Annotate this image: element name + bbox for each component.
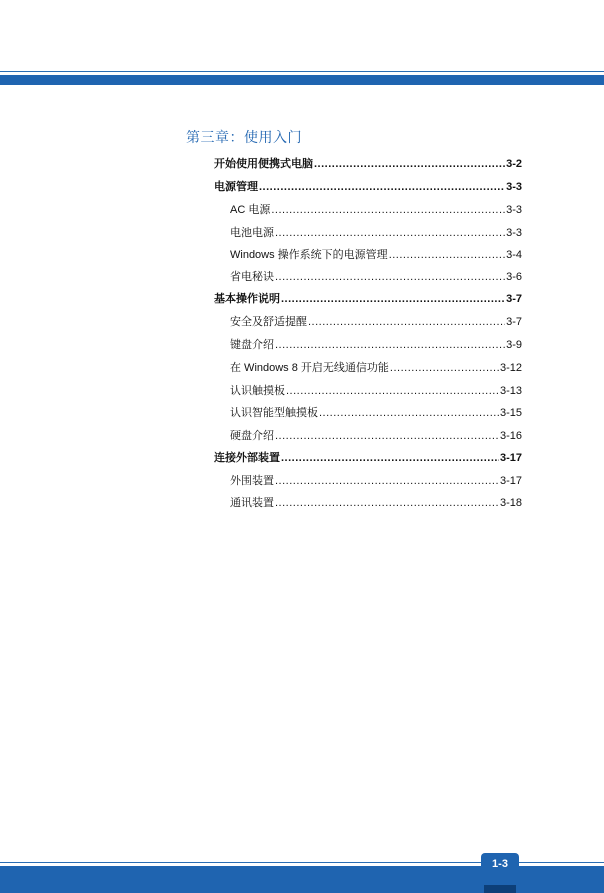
toc-leader-dots	[275, 338, 505, 352]
toc-leader-dots	[275, 474, 499, 488]
toc-entry-page: 3-4	[506, 249, 522, 261]
toc-entry[interactable]	[230, 248, 522, 262]
toc-entry-page: 3-12	[499, 362, 522, 374]
toc-entry-page: 3-7	[506, 316, 522, 328]
toc-entry[interactable]	[230, 361, 522, 375]
toc-entry[interactable]	[214, 451, 522, 465]
toc-entry-label: 省电秘诀	[230, 271, 274, 283]
toc-leader-dots	[319, 406, 499, 420]
header-bar	[0, 75, 604, 85]
toc-leader-dots	[390, 361, 499, 375]
toc-entry[interactable]	[230, 315, 522, 329]
toc-entry-label: 在 Windows 8 开启无线通信功能	[230, 362, 389, 374]
toc-entry[interactable]	[230, 384, 522, 398]
toc-entry-page: 3-15	[499, 407, 522, 419]
toc-entry-page: 3-17	[499, 452, 522, 464]
toc-entry-label: 认识触摸板	[230, 385, 285, 397]
toc-entry-page: 3-9	[506, 339, 522, 351]
toc-leader-dots	[259, 180, 505, 194]
toc-entry[interactable]	[230, 406, 522, 420]
page-tab-accent	[484, 885, 516, 893]
toc-leader-dots	[281, 451, 499, 465]
toc-entry-label: 基本操作说明	[214, 293, 280, 305]
toc-entry-label: 硬盘介绍	[230, 430, 274, 442]
toc-entry-page: 3-16	[499, 430, 522, 442]
toc-entry-label: 安全及舒适提醒	[230, 316, 307, 328]
toc-entry-label: 电源管理	[214, 181, 258, 193]
toc-entry[interactable]	[230, 226, 522, 240]
toc-entry[interactable]	[230, 496, 522, 510]
toc-entry-label: 电池电源	[230, 227, 274, 239]
toc-entry-page: 3-17	[499, 475, 522, 487]
toc-entry-label: 开始使用便携式电脑	[214, 158, 313, 170]
toc-entry[interactable]	[230, 203, 522, 217]
toc-entry[interactable]	[230, 474, 522, 488]
toc-leader-dots	[275, 496, 499, 510]
toc-entry-label: AC 电源	[230, 204, 271, 216]
toc-entry-page: 3-13	[499, 385, 522, 397]
toc-leader-dots	[275, 226, 505, 240]
toc-entry[interactable]	[214, 157, 522, 171]
toc-entry-page: 3-18	[499, 497, 522, 509]
toc-leader-dots	[286, 384, 499, 398]
toc-leader-dots	[271, 203, 505, 217]
toc-entry[interactable]	[230, 338, 522, 352]
toc-entry[interactable]	[214, 180, 522, 194]
toc-leader-dots	[314, 157, 505, 171]
toc-entry-label: 通讯装置	[230, 497, 274, 509]
toc-leader-dots	[281, 292, 505, 306]
toc-leader-dots	[389, 248, 505, 262]
toc-entry-page: 3-3	[506, 204, 522, 216]
toc-entry[interactable]	[214, 292, 522, 306]
toc-leader-dots	[275, 429, 499, 443]
toc-leader-dots	[308, 315, 505, 329]
toc-entry-label: 键盘介绍	[230, 339, 274, 351]
header-rule-thin	[0, 71, 604, 72]
toc-entry[interactable]	[230, 270, 522, 284]
toc-entry[interactable]	[230, 429, 522, 443]
toc-entry-page: 3-7	[506, 293, 522, 305]
toc-entry-label: 连接外部装置	[214, 452, 280, 464]
page-number: 1-3	[492, 858, 508, 870]
page-number-tab	[481, 853, 519, 875]
toc-entry-label: 外围装置	[230, 475, 274, 487]
toc-leader-dots	[275, 270, 505, 284]
toc-entry-page: 3-3	[506, 227, 522, 239]
chapter-title: 第三章：使用入门	[186, 129, 302, 145]
toc-entry-label: 认识智能型触摸板	[230, 407, 318, 419]
toc-entry-page: 3-2	[506, 158, 522, 170]
toc-entry-page: 3-3	[506, 181, 522, 193]
toc-entry-page: 3-6	[506, 271, 522, 283]
toc-entry-label: Windows 操作系统下的电源管理	[230, 249, 388, 261]
